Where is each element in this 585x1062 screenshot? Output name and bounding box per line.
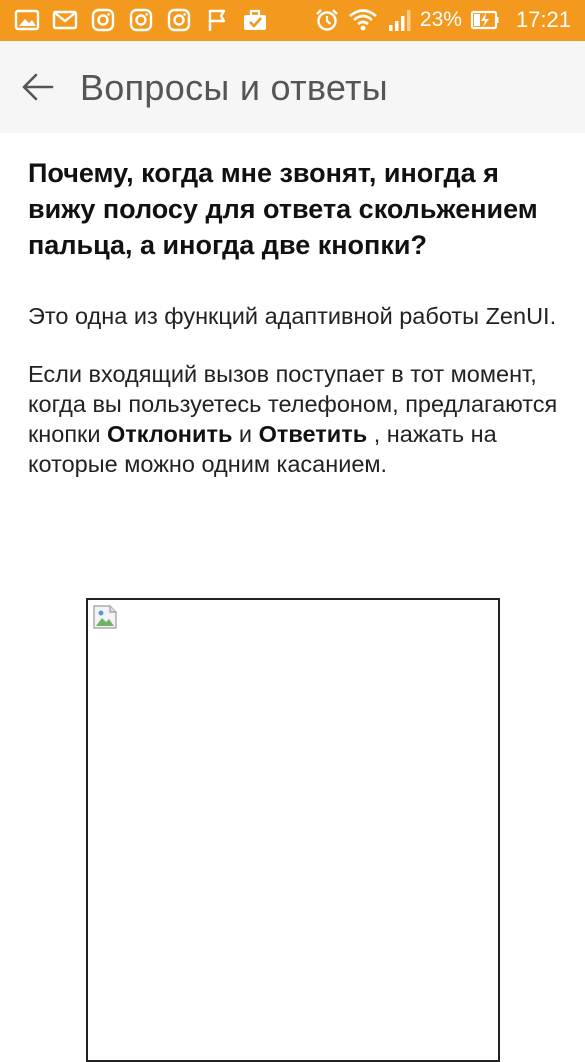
gallery-icon bbox=[14, 7, 40, 33]
instagram-icon bbox=[90, 7, 116, 33]
page-title: Вопросы и ответы bbox=[80, 67, 388, 108]
battery-percent: 23% bbox=[419, 8, 462, 31]
broken-image-icon bbox=[92, 604, 118, 630]
instagram-icon bbox=[128, 7, 154, 33]
answer-paragraph-1: Это одна из функций адаптивной работы ZenUI. bbox=[28, 303, 557, 329]
clock: 17:21 bbox=[515, 7, 571, 32]
decline-label: Отклонить bbox=[107, 421, 233, 447]
article-image bbox=[86, 598, 500, 1062]
answer-paragraph-2 bbox=[28, 359, 558, 479]
gmail-icon bbox=[52, 7, 78, 33]
signal-icon bbox=[386, 7, 412, 33]
instagram-icon bbox=[166, 7, 192, 33]
question-heading: Почему, когда мне звонят, иногда я вижу полосу для ответа скольжением пальца, а иногда две кнопки? bbox=[28, 158, 538, 260]
answer-label: Ответить bbox=[258, 421, 368, 447]
answer-text: и bbox=[232, 421, 259, 447]
battery-charging-icon bbox=[470, 7, 500, 33]
notification-icons bbox=[14, 7, 268, 33]
arrow-left-icon[interactable] bbox=[18, 65, 62, 109]
briefcase-check-icon bbox=[242, 7, 268, 33]
article-content bbox=[28, 155, 558, 479]
wifi-icon bbox=[348, 7, 378, 33]
alarm-icon bbox=[314, 7, 340, 33]
answer-text: , нажать на которые можно одним касанием. bbox=[28, 421, 497, 477]
answer-text: Если входящий вызов поступает в тот момент, когда вы пользуетесь телефоном, предлагаются кнопки bbox=[28, 361, 558, 447]
app-bar bbox=[0, 41, 585, 133]
system-status bbox=[314, 7, 571, 33]
flag-icon bbox=[204, 7, 230, 33]
status-bar bbox=[0, 0, 585, 41]
